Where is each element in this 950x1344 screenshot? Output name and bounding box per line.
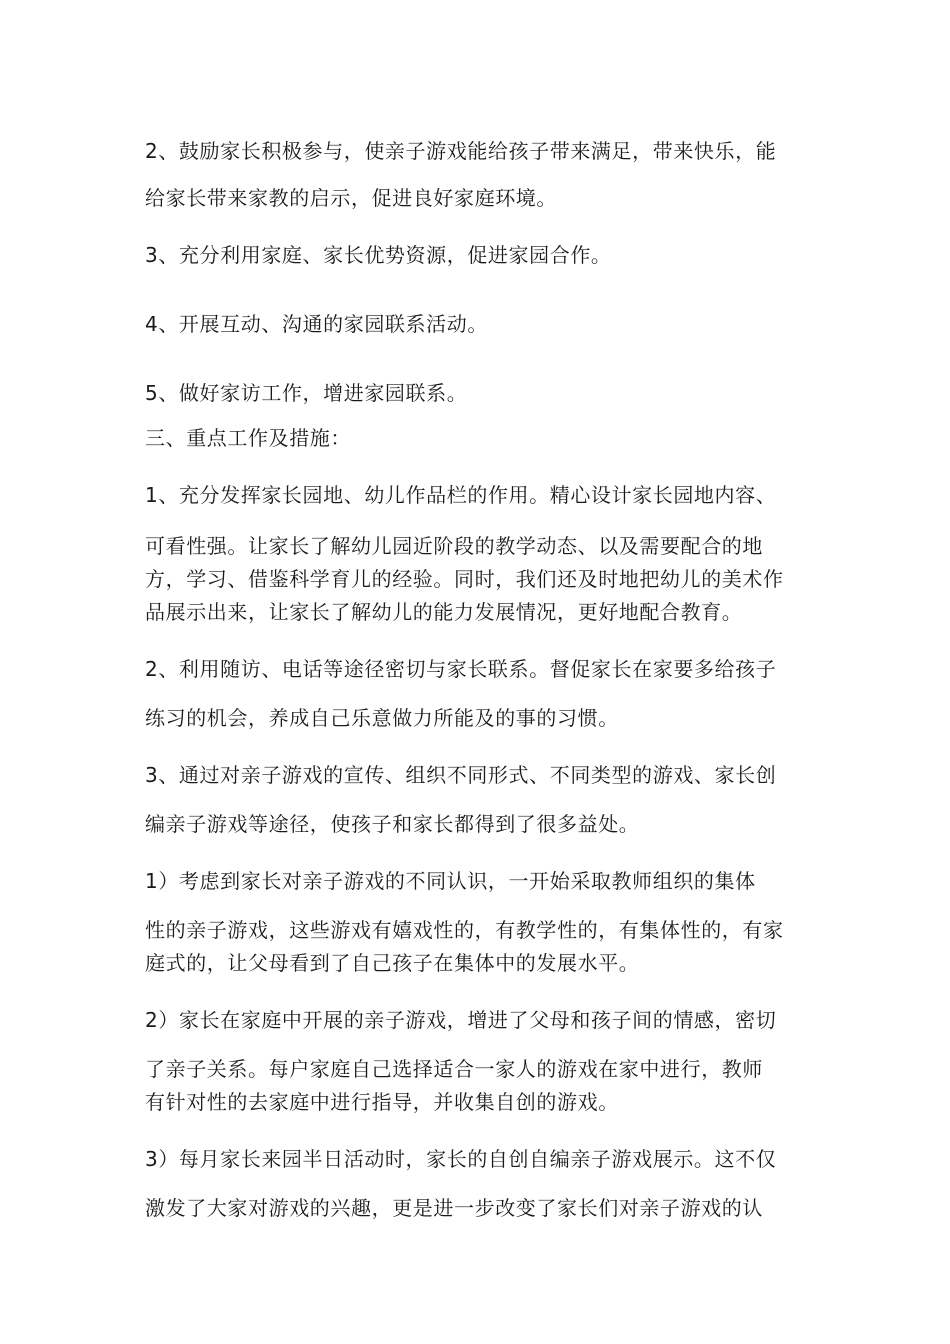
text-line: 2、鼓励家长积极参与，使亲子游戏能给孩子带来满足，带来快乐，能 bbox=[145, 139, 777, 163]
text-line: 品展示出来，让家长了解幼儿的能力发展情况，更好地配合教育。 bbox=[145, 600, 743, 624]
text-line: 性的亲子游戏，这些游戏有嬉戏性的，有教学性的，有集体性的，有家 bbox=[145, 918, 784, 942]
text-line: 有针对性的去家庭中进行指导，并收集自创的游戏。 bbox=[145, 1090, 619, 1114]
text-line: 1、充分发挥家长园地、幼儿作品栏的作用。精心设计家长园地内容、 bbox=[145, 483, 777, 507]
text-line: 1）考虑到家长对亲子游戏的不同认识，一开始采取教师组织的集体 bbox=[145, 869, 756, 893]
text-line: 4、开展互动、沟通的家园联系活动。 bbox=[145, 312, 488, 336]
text-line: 3、通过对亲子游戏的宣传、组织不同形式、不同类型的游戏、家长创 bbox=[145, 763, 777, 787]
text-line: 方，学习、借鉴科学育儿的经验。同时，我们还及时地把幼儿的美术作 bbox=[145, 567, 784, 591]
text-line: 3）每月家长来园半日活动时，家长的自创自编亲子游戏展示。这不仅 bbox=[145, 1147, 777, 1171]
text-line: 庭式的，让父母看到了自己孩子在集体中的发展水平。 bbox=[145, 951, 640, 975]
text-line: 5、做好家访工作，增进家园联系。 bbox=[145, 381, 468, 405]
text-line: 可看性强。让家长了解幼儿园近阶段的教学动态、以及需要配合的地 bbox=[145, 534, 763, 558]
section-heading: 三、重点工作及措施： bbox=[145, 426, 351, 450]
text-line: 激发了大家对游戏的兴趣，更是进一步改变了家长们对亲子游戏的认 bbox=[145, 1196, 763, 1220]
text-line: 2）家长在家庭中开展的亲子游戏，增进了父母和孩子间的情感，密切 bbox=[145, 1008, 777, 1032]
text-line: 给家长带来家教的启示，促进良好家庭环境。 bbox=[145, 186, 557, 210]
text-line: 练习的机会，养成自己乐意做力所能及的事的习惯。 bbox=[145, 706, 619, 730]
text-line: 编亲子游戏等途径，使孩子和家长都得到了很多益处。 bbox=[145, 812, 640, 836]
text-line: 3、充分利用家庭、家长优势资源，促进家园合作。 bbox=[145, 243, 612, 267]
text-line: 了亲子关系。每户家庭自己选择适合一家人的游戏在家中进行，教师 bbox=[145, 1057, 763, 1081]
text-line: 2、利用随访、电话等途径密切与家长联系。督促家长在家要多给孩子 bbox=[145, 657, 777, 681]
